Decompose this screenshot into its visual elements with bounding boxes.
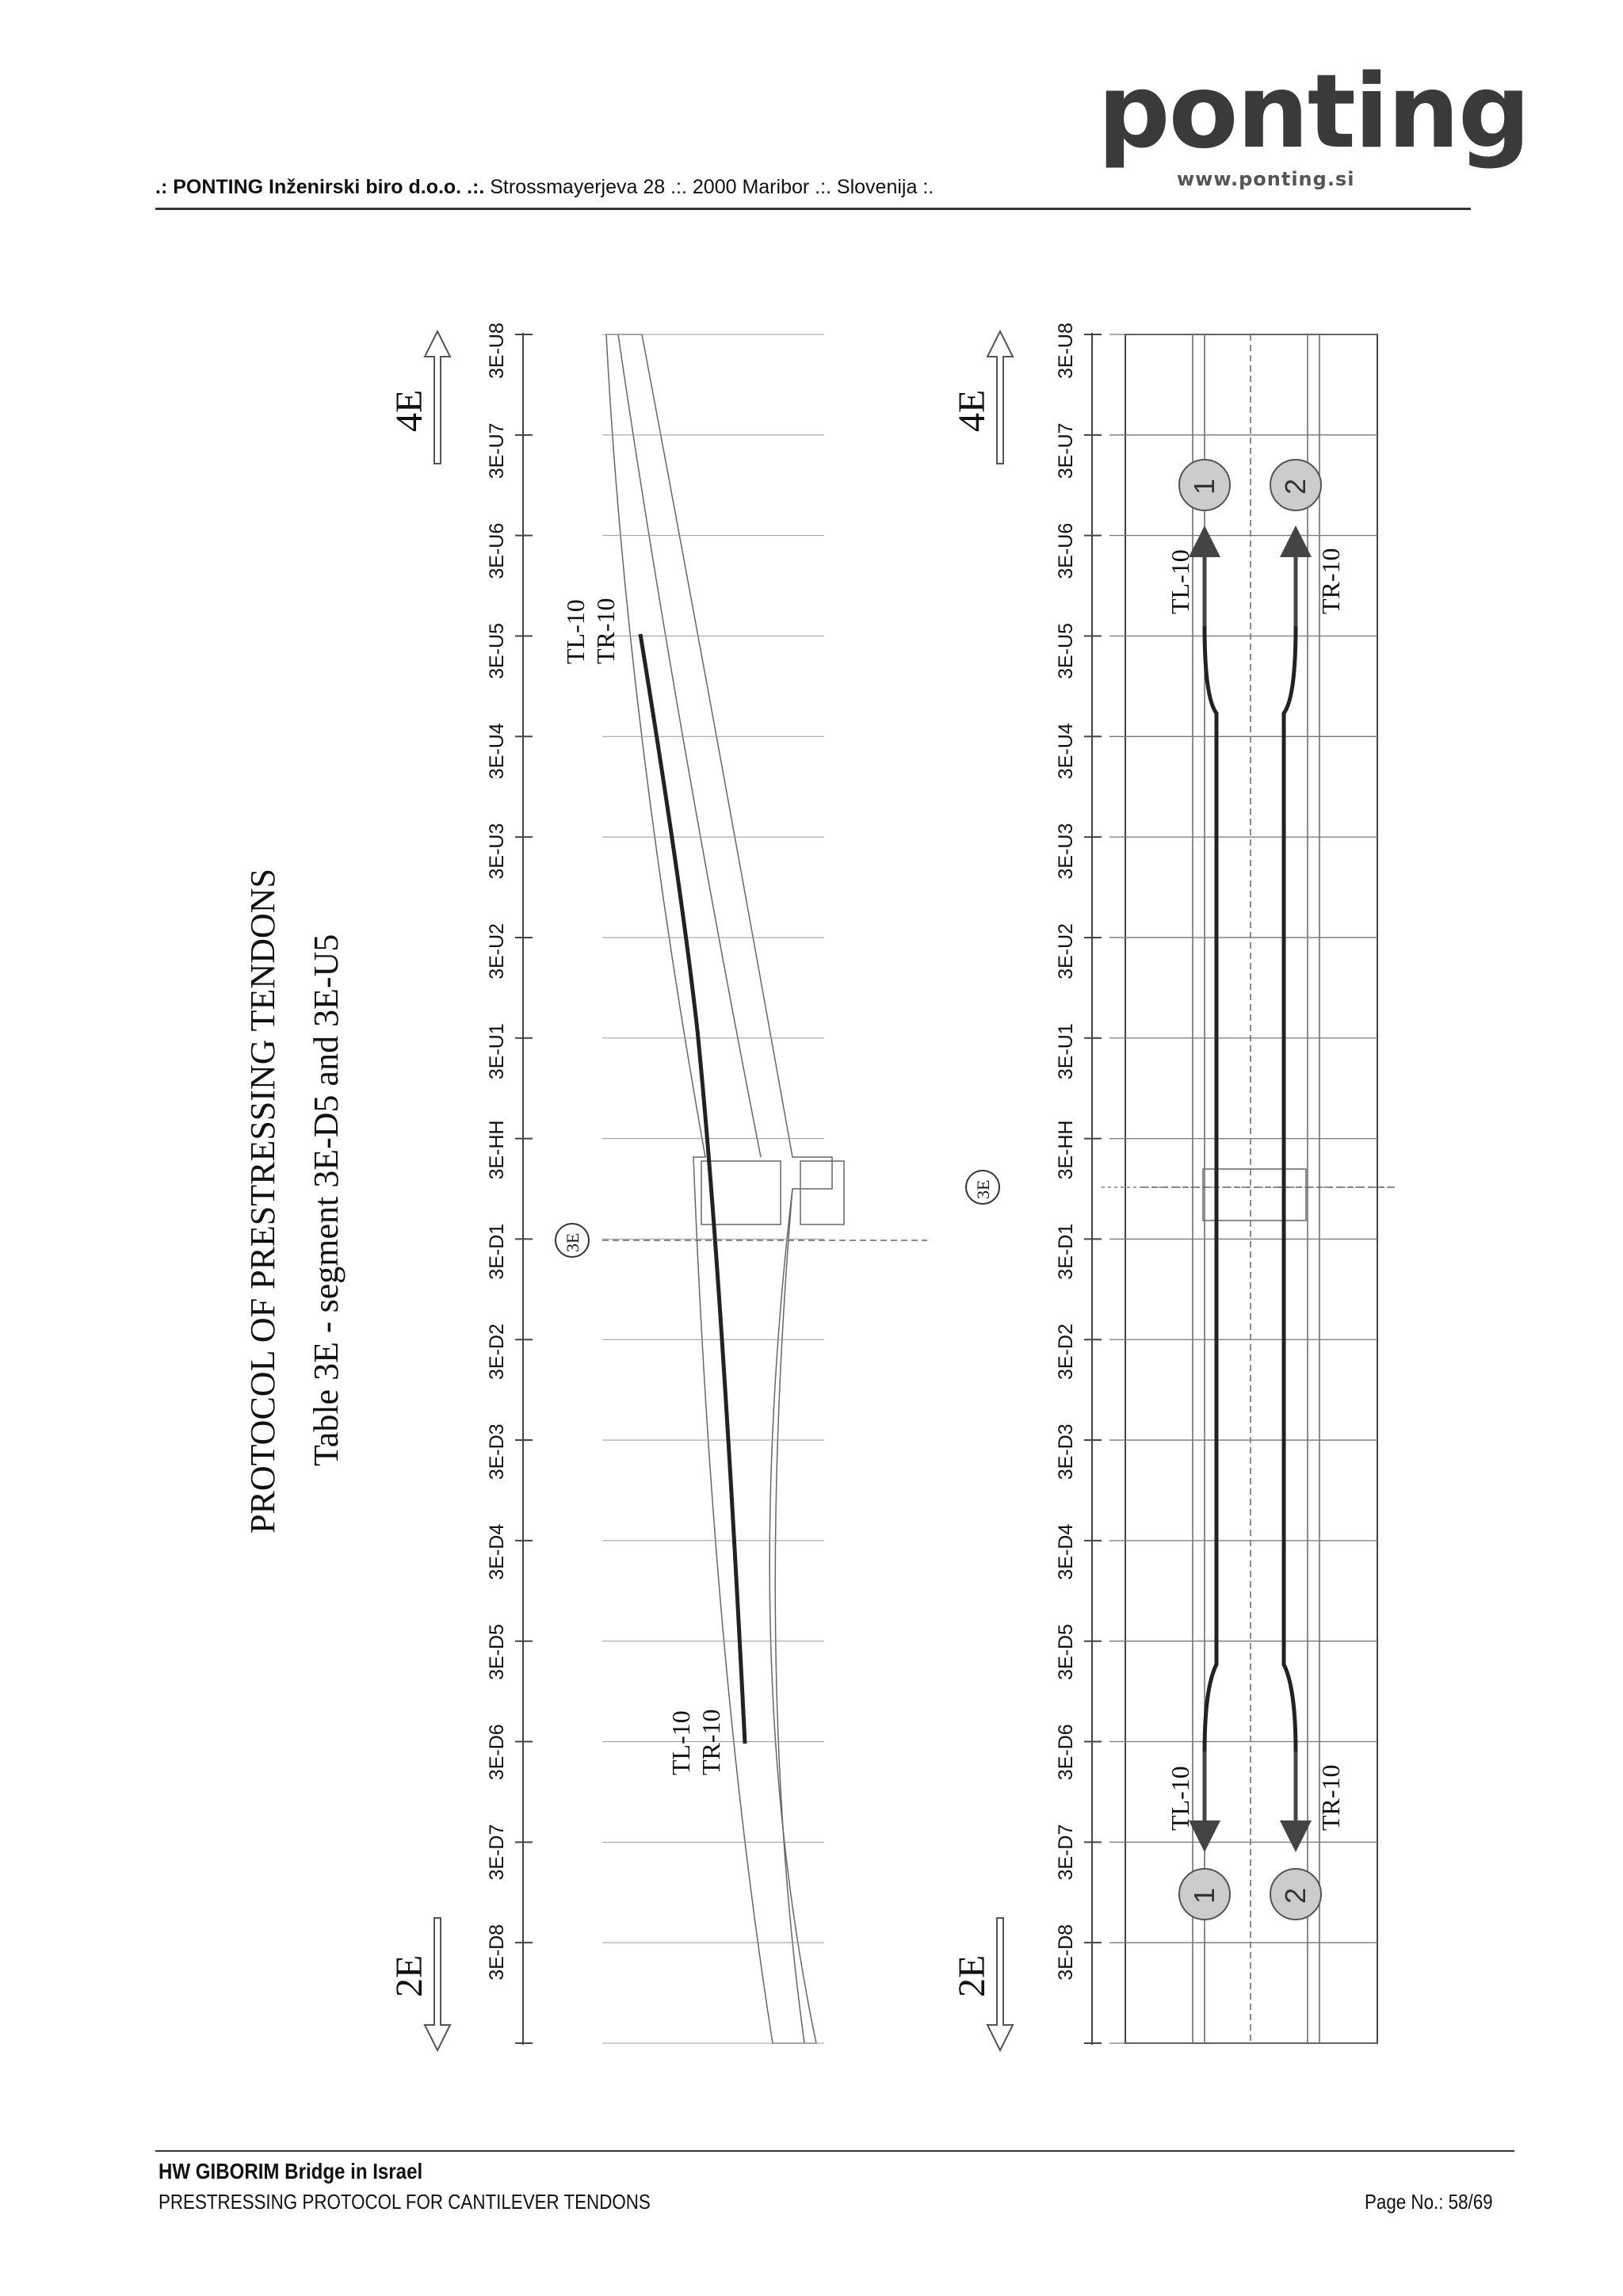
segment-labels <box>486 323 1077 1981</box>
plan-tendon-label-tr-bottom: TR-10 <box>1316 1764 1345 1831</box>
footer-page-number: Page No.: 58/69 <box>1365 2190 1493 2214</box>
direction-top-label: 4E <box>951 389 993 432</box>
tendon-bubble-label: 2 <box>1279 478 1312 495</box>
segment-label-3e-d4: 3E-D4 <box>486 1523 508 1580</box>
title-block <box>243 869 346 1534</box>
segment-label-3e-u1: 3E-U1 <box>486 1023 508 1080</box>
direction-markers <box>425 331 1013 2050</box>
segment-label-3e-d7: 3E-D7 <box>486 1824 508 1881</box>
segment-label-3e-u2: 3E-U2 <box>486 923 508 980</box>
segment-label-3e-d8: 3E-D8 <box>486 1924 508 1981</box>
direction-bottom-label: 2E <box>951 1954 993 1997</box>
tendon-tl10 <box>1205 626 1216 1752</box>
plan-tendon-label-tr-top: TR-10 <box>1316 548 1345 614</box>
logo-word: ponting <box>1098 53 1529 171</box>
tendon-bubble-label: 1 <box>1188 1887 1220 1904</box>
pier-head <box>800 1161 844 1224</box>
segment-label-3e-u5: 3E-U5 <box>486 623 508 679</box>
tendon-label-tl-lower: TL-10 <box>666 1710 695 1775</box>
segment-label-3e-d7: 3E-D7 <box>1055 1824 1077 1881</box>
segment-label-3e-u6: 3E-U6 <box>1055 522 1077 579</box>
tendon-label-tl-upper: TL-10 <box>561 599 590 664</box>
elevation-view <box>606 334 844 2043</box>
footer-divider <box>155 2150 1514 2152</box>
segment-label-3e-hh: 3E-HH <box>486 1120 508 1180</box>
drawing-subtitle: Table 3E - segment 3E-D5 and 3E-U5 <box>307 934 346 1466</box>
segment-label-3e-d1: 3E-D1 <box>486 1223 508 1280</box>
segment-label-3e-d6: 3E-D6 <box>486 1724 508 1781</box>
tendon-tr10 <box>1284 626 1296 1752</box>
tendon-label-tr-upper: TR-10 <box>591 598 620 664</box>
elevation-segment-grid <box>602 334 824 2043</box>
segment-label-3e-d2: 3E-D2 <box>486 1324 508 1380</box>
segment-label-3e-d3: 3E-D3 <box>1055 1423 1077 1480</box>
footer-document-title: PRESTRESSING PROTOCOL FOR CANTILEVER TENDONS <box>158 2190 651 2214</box>
segment-label-3e-u3: 3E-U3 <box>1055 823 1077 880</box>
segment-label-3e-u1: 3E-U1 <box>1055 1023 1077 1080</box>
segment-label-3e-d4: 3E-D4 <box>1055 1523 1077 1580</box>
segment-label-3e-d5: 3E-D5 <box>1055 1624 1077 1680</box>
axis-bubble-label: 3E <box>973 1179 993 1199</box>
footer-project-name: HW GIBORIM Bridge in Israel <box>158 2159 423 2183</box>
segment-label-3e-u4: 3E-U4 <box>486 723 508 780</box>
tendon-bubble-label: 1 <box>1188 478 1220 495</box>
segment-label-3e-hh: 3E-HH <box>1055 1120 1077 1180</box>
header-address: Strossmayerjeva 28 .:. 2000 Maribor .:. Slovenija :. <box>484 176 934 198</box>
segment-label-3e-u5: 3E-U5 <box>1055 623 1077 679</box>
segment-label-3e-u7: 3E-U7 <box>486 422 508 479</box>
segment-label-3e-u3: 3E-U3 <box>486 823 508 880</box>
deck-inner-line <box>618 334 761 1157</box>
logo-url: www.ponting.si <box>1177 168 1355 190</box>
segment-label-3e-u2: 3E-U2 <box>1055 923 1077 980</box>
segment-label-3e-d1: 3E-D1 <box>1055 1223 1077 1280</box>
deck-outline <box>606 334 832 2043</box>
elevation-tendon <box>640 634 745 1744</box>
segment-label-3e-d5: 3E-D5 <box>486 1624 508 1680</box>
segment-label-3e-d6: 3E-D6 <box>1055 1724 1077 1781</box>
drawing-title: PROTOCOL OF PRESTRESSING TENDONS <box>243 868 282 1534</box>
direction-top-label: 4E <box>388 389 430 432</box>
segment-label-3e-d2: 3E-D2 <box>1055 1324 1077 1380</box>
segment-label-3e-u8: 3E-U8 <box>1055 323 1077 379</box>
header-company: .: PONTING Inženirski biro d.o.o. .:. <box>155 176 485 198</box>
segment-label-3e-u4: 3E-U4 <box>1055 723 1077 780</box>
segment-label-3e-d3: 3E-D3 <box>486 1423 508 1480</box>
direction-bottom-label: 2E <box>388 1954 430 1997</box>
plan-tendon-label-tl-bottom: TL-10 <box>1166 1766 1194 1831</box>
segment-label-3e-u7: 3E-U7 <box>1055 422 1077 479</box>
tendon-label-tr-lower: TR-10 <box>697 1709 725 1775</box>
axis-bubble-label: 3E <box>563 1232 582 1252</box>
segment-label-3e-d8: 3E-D8 <box>1055 1924 1077 1981</box>
tendon-bubble-label: 2 <box>1279 1887 1312 1904</box>
segment-label-3e-u6: 3E-U6 <box>486 522 508 579</box>
segment-label-3e-u8: 3E-U8 <box>486 323 508 379</box>
plan-tendon-label-tl-top: TL-10 <box>1166 549 1194 614</box>
